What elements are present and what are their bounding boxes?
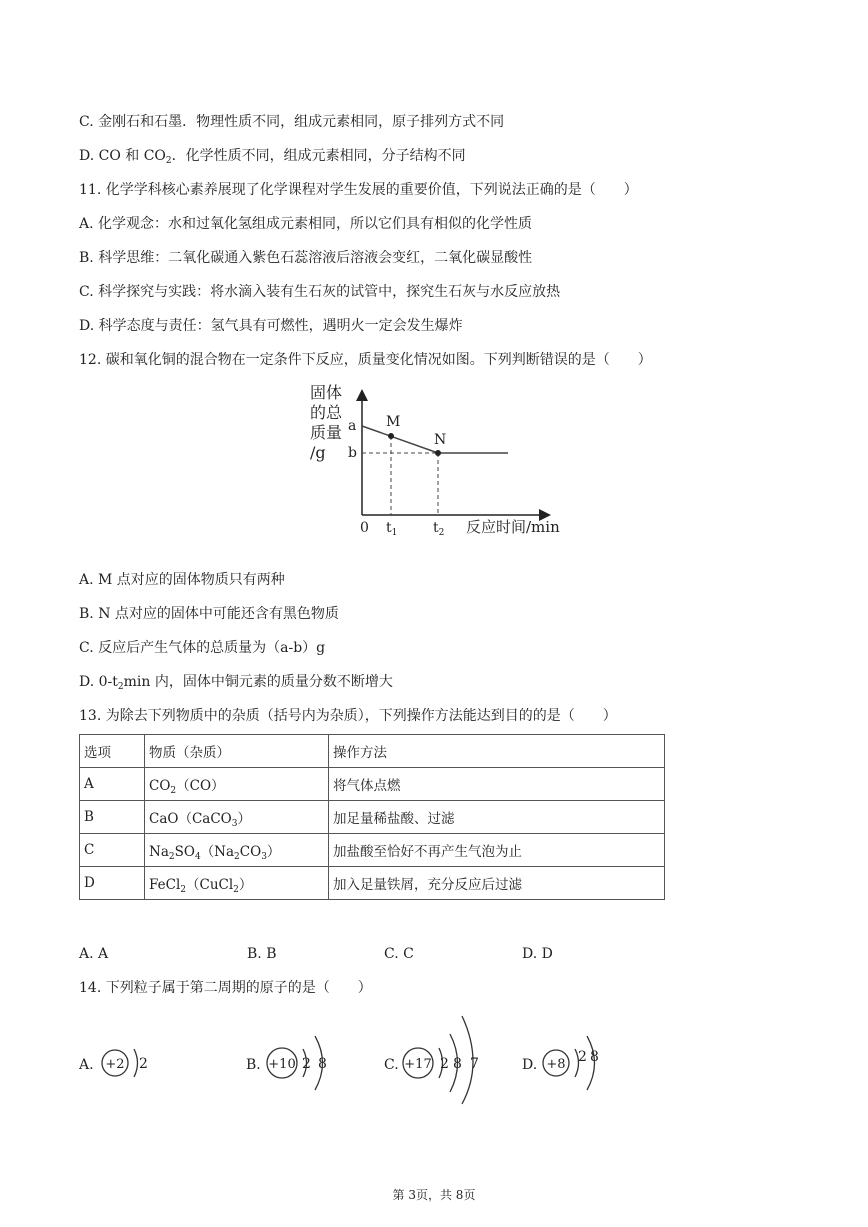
table-row [80,801,665,834]
label-m: M [386,414,401,430]
q12-option-b: B. N 点对应的固体中可能还含有黑色物质 [79,606,339,622]
shell-electrons: 2 [578,1049,587,1065]
row-substance: CaO（CaCO$_3$） [145,801,329,834]
row-option: D [80,867,145,900]
table-row [80,867,665,900]
label-t1: $t_1$ [386,520,398,538]
nucleus-charge: +8 [546,1057,566,1072]
label-a: a [348,418,357,434]
header-substance: 物质（杂质） [145,735,329,768]
option-label: A. [79,1057,94,1073]
row-substance: FeCl$_2$（CuCl$_2$） [145,867,329,900]
q10-option-c: C. 金刚石和石墨．物理性质不同，组成元素相同，原子排列方式不同 [79,114,505,130]
row-method: 加入足量铁屑，充分反应后过滤 [329,867,665,900]
label-n: N [434,432,447,448]
atom-diagram-b [246,1018,356,1098]
mass-time-graph [290,380,580,540]
y-axis-label-2: 的总 [310,403,343,422]
y-axis-label-4: /g [310,443,326,462]
atom-diagram-c [384,1010,494,1106]
q12-option-a: A. M 点对应的固体物质只有两种 [79,572,285,588]
header-method: 操作方法 [329,735,665,768]
atom-diagram-a [79,1035,169,1095]
table-header-row [80,735,665,768]
q13-stem: 13. 为除去下列物质中的杂质（括号内为杂质），下列操作方法能达到目的的是（ ） [79,708,617,724]
shell-electrons: 7 [470,1056,479,1072]
y-axis-label-1: 固体 [310,383,343,402]
q13-answer-d: D. D [522,946,553,962]
option-label: C. [384,1057,399,1073]
q11-option-b: B. 科学思维：二氧化碳通入紫色石蕊溶液后溶液会变红，二氧化碳显酸性 [79,250,533,266]
option-label: D. [522,1057,538,1073]
q11-option-a: A. 化学观念：水和过氧化氢组成元素相同，所以它们具有相似的化学性质 [79,216,533,232]
nucleus-charge: +17 [404,1057,432,1072]
decline-line [362,426,438,453]
row-method: 将气体点燃 [329,768,665,801]
option-label: B. [246,1057,261,1073]
shell-electrons: 8 [590,1049,599,1065]
q10-option-d: D. CO 和 $CO_2$．化学性质不同，组成元素相同，分子结构不同 [79,148,466,166]
q13-answer-a: A. A [79,946,109,962]
q13-answer-c: C. C [384,946,414,962]
row-substance: $CO_2(CO)$ [145,768,329,801]
row-option: B [80,801,145,834]
nucleus-charge: +2 [105,1057,125,1072]
page-footer: 第 3页，共 8页 [392,1188,476,1202]
shell-electrons: 2 [302,1056,311,1072]
shell-electrons: 2 [440,1056,449,1072]
shell-electrons: 8 [453,1056,462,1072]
nucleus-charge: +10 [268,1057,296,1072]
q14-stem: 14. 下列粒子属于第二周期的原子的是（ ） [79,980,372,996]
q11-stem: 11. 化学学科核心素养展现了化学课程对学生发展的重要价值，下列说法正确的是（ ） [79,182,638,198]
table-row [80,768,665,801]
electron-shell [134,1049,138,1077]
atom-diagram-d [522,1018,622,1098]
row-method: 加足量稀盐酸、过滤 [329,801,665,834]
row-method: 加盐酸至恰好不再产生气泡为止 [329,834,665,867]
q12-stem: 12. 碳和氧化铜的混合物在一定条件下反应，质量变化情况如图。下列判断错误的是（ ） [79,352,652,368]
label-t2: $t_2$ [433,520,445,538]
row-option: A [80,768,145,801]
table-row [80,834,665,867]
point-n [435,450,441,456]
q13-table [79,734,665,900]
label-b: b [348,445,357,461]
q12-option-c: C. 反应后产生气体的总质量为（a-b）g [79,640,326,656]
y-axis-label-3: 质量 [310,423,343,442]
q13-answer-b: B. B [247,946,277,962]
header-option: 选项 [80,735,145,768]
row-option: C [80,834,145,867]
shell-electrons: 8 [318,1056,327,1072]
q11-option-c: C. 科学探究与实践：将水滴入装有生石灰的试管中，探究生石灰与水反应放热 [79,284,561,300]
row-substance: $Na_2SO_4(Na_2CO_3)$ [145,834,329,867]
label-origin: 0 [360,520,369,536]
q11-option-d: D. 科学态度与责任：氢气具有可燃性，遇明火一定会发生爆炸 [79,318,463,334]
x-axis-label: 反应时间/min [466,518,560,536]
q12-option-d: D. $0-t_2\min$ 内，固体中铜元素的质量分数不断增大 [79,674,393,692]
point-m [388,433,394,439]
shell-electrons: 2 [139,1056,148,1072]
